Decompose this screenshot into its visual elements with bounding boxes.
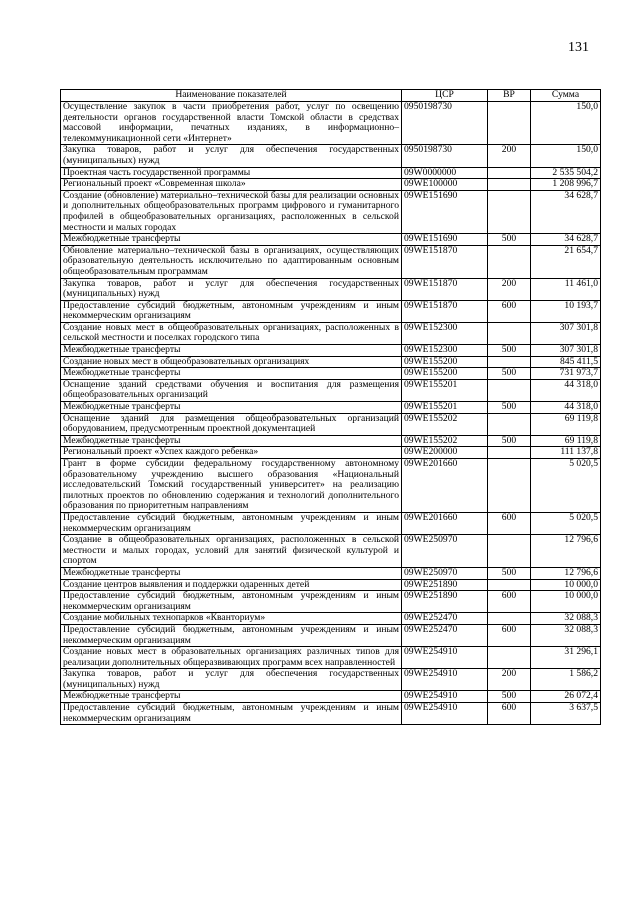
cell-csr: 09WE151690 <box>402 190 488 233</box>
cell-csr: 09WE200000 <box>402 447 488 459</box>
cell-sum: 34 628,7 <box>531 190 601 233</box>
cell-vr: 600 <box>488 591 531 613</box>
header-vr: ВР <box>488 90 531 102</box>
cell-csr: 09WE151870 <box>402 300 488 322</box>
cell-name: Предоставление субсидий бюджетным, автономным учреждениям и иным некоммерческим организациям <box>61 591 402 613</box>
cell-sum: 5 020,5 <box>531 512 601 534</box>
cell-sum: 111 137,8 <box>531 447 601 459</box>
cell-sum: 731 973,7 <box>531 368 601 380</box>
table-row <box>61 459 601 513</box>
table-row <box>61 647 601 669</box>
table-row <box>61 669 601 691</box>
table-row <box>61 613 601 625</box>
cell-sum: 307 301,8 <box>531 345 601 357</box>
cell-csr: 09WE252470 <box>402 624 488 646</box>
cell-vr <box>488 447 531 459</box>
table-row <box>61 167 601 179</box>
cell-vr <box>488 613 531 625</box>
cell-vr <box>488 459 531 513</box>
cell-sum: 2 535 504,2 <box>531 167 601 179</box>
cell-csr: 09WE155202 <box>402 435 488 447</box>
table-row <box>61 703 601 725</box>
cell-name: Закупка товаров, работ и услуг для обеспечения государственных (муниципальных) нужд <box>61 278 402 300</box>
page-number: 131 <box>568 40 589 55</box>
cell-sum: 845 411,5 <box>531 356 601 368</box>
cell-name: Осуществление закупок в части приобретения работ, услуг по освещению деятельности органов государственной власти Томской области в средствах массовой информации, печатных изданиях, в информационно–телекоммуникационной сети «Интернет» <box>61 102 402 145</box>
cell-name: Межбюджетные трансферты <box>61 691 402 703</box>
cell-name: Оснащение зданий средствами обучения и воспитания для размещения общеобразовательных организаций <box>61 379 402 401</box>
cell-name: Грант в форме субсидии федеральному государственному автономному образовательному учреждению высшего образования «Национальный исследовательский Томский государственный университет» на реализацию пилотных проектов по обновлению содержания и технологий дополнительного образования по приоритетным направлениям <box>61 459 402 513</box>
budget-table <box>60 89 601 725</box>
table-row <box>61 300 601 322</box>
cell-csr: 09WE155200 <box>402 368 488 380</box>
cell-sum: 10 000,0 <box>531 579 601 591</box>
cell-vr <box>488 245 531 278</box>
cell-csr: 09W0000000 <box>402 167 488 179</box>
table-row <box>61 591 601 613</box>
cell-vr: 500 <box>488 691 531 703</box>
cell-vr <box>488 356 531 368</box>
cell-sum: 1 586,2 <box>531 669 601 691</box>
cell-csr: 09WE155200 <box>402 356 488 368</box>
cell-csr: 0950198730 <box>402 102 488 145</box>
cell-vr: 600 <box>488 703 531 725</box>
cell-vr: 600 <box>488 300 531 322</box>
cell-sum: 150,0 <box>531 145 601 167</box>
cell-csr: 09WE155201 <box>402 379 488 401</box>
cell-csr: 09WE250970 <box>402 567 488 579</box>
cell-csr: 09WE100000 <box>402 179 488 191</box>
cell-vr: 600 <box>488 512 531 534</box>
cell-vr <box>488 190 531 233</box>
cell-csr: 09WE254910 <box>402 647 488 669</box>
cell-name: Создание в общеобразовательных организациях, расположенных в сельской местности и малых городах, условий для занятий физической культурой и спортом <box>61 535 402 568</box>
cell-vr: 600 <box>488 624 531 646</box>
cell-vr: 500 <box>488 345 531 357</box>
cell-sum: 12 796,6 <box>531 535 601 568</box>
cell-vr: 500 <box>488 402 531 414</box>
cell-csr: 09WE250970 <box>402 535 488 568</box>
cell-sum: 307 301,8 <box>531 322 601 344</box>
header-name: Наименование показателей <box>61 90 402 102</box>
table-row <box>61 145 601 167</box>
table-row <box>61 691 601 703</box>
cell-vr <box>488 167 531 179</box>
cell-vr <box>488 647 531 669</box>
cell-vr <box>488 179 531 191</box>
cell-sum: 32 088,3 <box>531 613 601 625</box>
cell-sum: 44 318,0 <box>531 379 601 401</box>
cell-sum: 3 637,5 <box>531 703 601 725</box>
cell-csr: 09WE201660 <box>402 459 488 513</box>
table-row <box>61 322 601 344</box>
cell-vr: 200 <box>488 669 531 691</box>
cell-sum: 69 119,8 <box>531 435 601 447</box>
cell-name: Обновление материально–технической базы в организациях, осуществляющих образовательную деятельность исключительно по адаптированным основным общеобразовательным программам <box>61 245 402 278</box>
table-row <box>61 179 601 191</box>
cell-csr: 09WE254910 <box>402 703 488 725</box>
table-row <box>61 345 601 357</box>
cell-sum: 12 796,6 <box>531 567 601 579</box>
cell-vr: 500 <box>488 368 531 380</box>
cell-name: Проектная часть государственной программы <box>61 167 402 179</box>
cell-vr <box>488 379 531 401</box>
table-row <box>61 379 601 401</box>
cell-sum: 44 318,0 <box>531 402 601 414</box>
cell-vr <box>488 535 531 568</box>
table-row <box>61 190 601 233</box>
cell-csr: 09WE252470 <box>402 613 488 625</box>
cell-csr: 09WE151690 <box>402 234 488 246</box>
cell-sum: 31 296,1 <box>531 647 601 669</box>
cell-name: Межбюджетные трансферты <box>61 435 402 447</box>
cell-csr: 0950198730 <box>402 145 488 167</box>
table-row <box>61 245 601 278</box>
cell-sum: 5 020,5 <box>531 459 601 513</box>
cell-csr: 09WE201660 <box>402 512 488 534</box>
cell-sum: 1 208 996,7 <box>531 179 601 191</box>
table-row <box>61 512 601 534</box>
cell-name: Предоставление субсидий бюджетным, автономным учреждениям и иным некоммерческим организациям <box>61 703 402 725</box>
cell-vr: 200 <box>488 145 531 167</box>
cell-name: Региональный проект «Успех каждого ребенка» <box>61 447 402 459</box>
header-row <box>61 90 601 102</box>
cell-csr: 09WE151870 <box>402 278 488 300</box>
cell-name: Межбюджетные трансферты <box>61 402 402 414</box>
cell-vr <box>488 579 531 591</box>
cell-csr: 09WE254910 <box>402 691 488 703</box>
cell-sum: 34 628,7 <box>531 234 601 246</box>
cell-name: Создание новых мест в общеобразовательных организациях <box>61 356 402 368</box>
cell-csr: 09WE251890 <box>402 591 488 613</box>
cell-csr: 09WE155201 <box>402 402 488 414</box>
table-row <box>61 447 601 459</box>
cell-sum: 150,0 <box>531 102 601 145</box>
table-row <box>61 278 601 300</box>
cell-csr: 09WE152300 <box>402 322 488 344</box>
cell-sum: 10 193,7 <box>531 300 601 322</box>
cell-name: Закупка товаров, работ и услуг для обеспечения государственных (муниципальных) нужд <box>61 669 402 691</box>
table-row <box>61 624 601 646</box>
cell-vr: 500 <box>488 567 531 579</box>
cell-name: Создание центров выявления и поддержки одаренных детей <box>61 579 402 591</box>
cell-name: Межбюджетные трансферты <box>61 567 402 579</box>
table-row <box>61 435 601 447</box>
cell-vr <box>488 322 531 344</box>
cell-name: Предоставление субсидий бюджетным, автономным учреждениям и иным некоммерческим организациям <box>61 512 402 534</box>
table-row <box>61 356 601 368</box>
cell-name: Региональный проект «Современная школа» <box>61 179 402 191</box>
cell-name: Закупка товаров, работ и услуг для обеспечения государственных (муниципальных) нужд <box>61 145 402 167</box>
cell-vr: 200 <box>488 278 531 300</box>
cell-name: Межбюджетные трансферты <box>61 368 402 380</box>
table-row <box>61 402 601 414</box>
cell-csr: 09WE152300 <box>402 345 488 357</box>
cell-vr <box>488 102 531 145</box>
cell-csr: 09WE151870 <box>402 245 488 278</box>
table-row <box>61 535 601 568</box>
cell-vr: 500 <box>488 435 531 447</box>
cell-name: Создание (обновление) материально–технической базы для реализации основных и дополнительных общеобразовательных программ цифрового и гуманитарного профилей в общеобразовательных организациях, расположенных в сельской местности и малых городах <box>61 190 402 233</box>
cell-csr: 09WE254910 <box>402 669 488 691</box>
cell-name: Предоставление субсидий бюджетным, автономным учреждениям и иным некоммерческим организациям <box>61 624 402 646</box>
cell-name: Создание новых мест в общеобразовательных организациях, расположенных в сельской местности и поселках городского типа <box>61 322 402 344</box>
cell-sum: 21 654,7 <box>531 245 601 278</box>
cell-csr: 09WE155202 <box>402 413 488 435</box>
cell-name: Межбюджетные трансферты <box>61 345 402 357</box>
cell-sum: 32 088,3 <box>531 624 601 646</box>
cell-vr <box>488 413 531 435</box>
cell-name: Оснащение зданий для размещения общеобразовательных организаций оборудованием, предусмотренным проектной документацией <box>61 413 402 435</box>
cell-sum: 10 000,0 <box>531 591 601 613</box>
cell-name: Предоставление субсидий бюджетным, автономным учреждениям и иным некоммерческим организациям <box>61 300 402 322</box>
cell-name: Межбюджетные трансферты <box>61 234 402 246</box>
header-csr: ЦСР <box>402 90 488 102</box>
header-sum: Сумма <box>531 90 601 102</box>
cell-sum: 11 461,0 <box>531 278 601 300</box>
cell-name: Создание новых мест в образовательных организациях различных типов для реализации дополнительных общеразвивающих программ всех направленностей <box>61 647 402 669</box>
cell-csr: 09WE251890 <box>402 579 488 591</box>
table-row <box>61 413 601 435</box>
cell-name: Создание мобильных технопарков «Кванториум» <box>61 613 402 625</box>
cell-sum: 26 072,4 <box>531 691 601 703</box>
table-row <box>61 579 601 591</box>
cell-sum: 69 119,8 <box>531 413 601 435</box>
table-row <box>61 234 601 246</box>
table-row <box>61 368 601 380</box>
table-row <box>61 102 601 145</box>
table-row <box>61 567 601 579</box>
cell-vr: 500 <box>488 234 531 246</box>
